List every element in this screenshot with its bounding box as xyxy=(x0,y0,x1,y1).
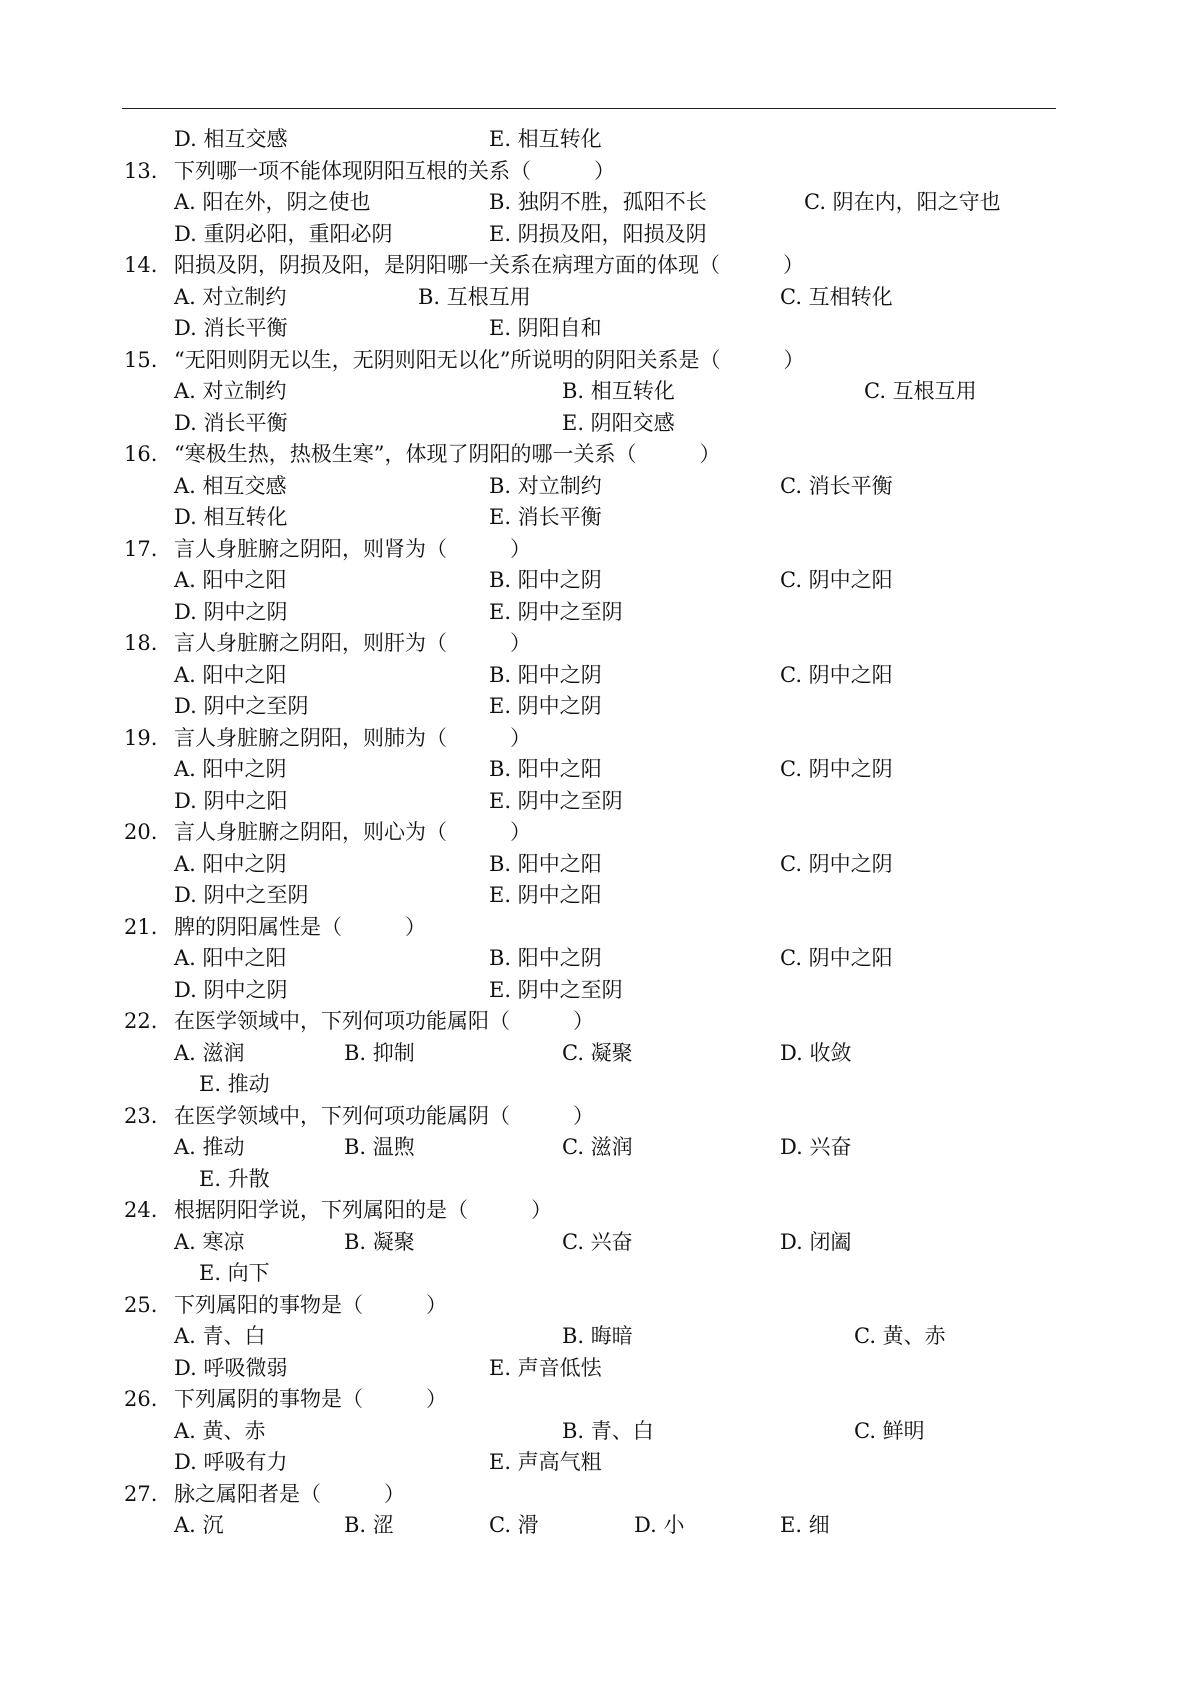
question-row xyxy=(124,628,1064,660)
answer-option: B. 阳中之阴 xyxy=(489,946,602,970)
answer-option: D. 阴中之阴 xyxy=(174,599,288,624)
answer-option: A. 相互交感 xyxy=(174,473,287,498)
answer-option: A. 推动 xyxy=(174,1135,245,1159)
question-row xyxy=(124,912,1064,944)
answer-option: D. 消长平衡 xyxy=(174,410,288,435)
answer-option: A. 对立制约 xyxy=(174,379,287,403)
answer-option: A. 青、白 xyxy=(174,1324,266,1348)
option-row xyxy=(124,1321,1064,1353)
answer-option: A. 寒凉 xyxy=(174,1229,245,1254)
answer-option: D. 呼吸微弱 xyxy=(174,1355,288,1380)
question-number: 21. xyxy=(124,914,158,939)
question-text: 言人身脏腑之阴阳，则心为（ ） xyxy=(174,820,531,844)
answer-option: D. 呼吸有力 xyxy=(174,1450,288,1474)
option-row xyxy=(124,408,1064,440)
question-row xyxy=(124,345,1064,377)
question-number: 18. xyxy=(124,631,158,655)
question-number: 27. xyxy=(124,1481,158,1506)
answer-option: C. 互相转化 xyxy=(780,284,893,309)
question-number: 19. xyxy=(124,725,158,750)
question-row xyxy=(124,250,1064,282)
answer-option: C. 滋润 xyxy=(562,1135,633,1159)
question-text: 脾的阴阳属性是（ ） xyxy=(174,914,426,939)
option-row xyxy=(124,1132,1064,1164)
option-row xyxy=(124,502,1064,534)
answer-option: E. 阴阳自和 xyxy=(489,316,602,340)
option-row xyxy=(124,1227,1064,1259)
answer-option: A. 沉 xyxy=(174,1513,224,1537)
question-row xyxy=(124,439,1064,471)
option-row xyxy=(124,219,1064,251)
answer-option: A. 阳中之阴 xyxy=(174,757,287,781)
answer-option: B. 涩 xyxy=(344,1513,394,1537)
option-row xyxy=(124,313,1064,345)
question-text: 脉之属阳者是（ ） xyxy=(174,1481,405,1506)
question-text: 根据阴阳学说，下列属阳的是（ ） xyxy=(174,1198,552,1222)
option-row xyxy=(124,1510,1064,1542)
answer-option: B. 凝聚 xyxy=(344,1229,415,1254)
answer-option: E. 阴中之至阴 xyxy=(489,599,623,624)
answer-option: C. 滑 xyxy=(489,1513,539,1537)
option-row xyxy=(124,849,1064,881)
answer-option: B. 阳中之阴 xyxy=(489,568,602,592)
answer-option: D. 收敛 xyxy=(780,1040,852,1065)
answer-option: B. 阳中之阳 xyxy=(489,757,602,781)
option-row xyxy=(124,1258,1064,1290)
question-text: 下列哪一项不能体现阴阳互根的关系（ ） xyxy=(174,158,615,183)
answer-option: E. 细 xyxy=(780,1513,830,1537)
question-number: 26. xyxy=(124,1387,158,1411)
answer-option: E. 相互转化 xyxy=(489,127,602,151)
question-number: 24. xyxy=(124,1198,158,1222)
answer-option: B. 阳中之阴 xyxy=(489,662,602,687)
question-row xyxy=(124,1384,1064,1416)
question-number: 25. xyxy=(124,1292,158,1317)
question-number: 20. xyxy=(124,820,158,844)
question-text: 言人身脏腑之阴阳，则肝为（ ） xyxy=(174,631,531,655)
answer-option: C. 阴中之阴 xyxy=(780,757,893,781)
answer-option: B. 抑制 xyxy=(344,1040,415,1065)
question-number: 16. xyxy=(124,442,158,466)
answer-option: E. 升散 xyxy=(199,1166,270,1191)
question-row xyxy=(124,1479,1064,1511)
question-text: 言人身脏腑之阴阳，则肾为（ ） xyxy=(174,536,531,561)
option-row xyxy=(124,1164,1064,1196)
answer-option: C. 阴中之阳 xyxy=(780,568,893,592)
question-row xyxy=(124,1006,1064,1038)
answer-option: A. 阳在外，阴之使也 xyxy=(174,190,371,214)
answer-option: D. 阴中之阳 xyxy=(174,788,288,813)
option-row xyxy=(124,1447,1064,1479)
answer-option: E. 阴中之阳 xyxy=(489,883,602,907)
option-row xyxy=(124,975,1064,1007)
question-row xyxy=(124,1101,1064,1133)
answer-option: C. 兴奋 xyxy=(562,1229,633,1254)
answer-option: E. 阴阳交感 xyxy=(562,410,675,435)
answer-option: E. 推动 xyxy=(199,1072,270,1096)
answer-option: B. 阳中之阳 xyxy=(489,851,602,876)
answer-option: B. 青、白 xyxy=(562,1418,654,1443)
answer-option: E. 阴中之至阴 xyxy=(489,788,623,813)
answer-option: C. 互根互用 xyxy=(864,379,977,403)
answer-option: C. 阴中之阳 xyxy=(780,662,893,687)
answer-option: C. 鲜明 xyxy=(854,1418,925,1443)
answer-option: C. 阴中之阴 xyxy=(780,851,893,876)
option-row xyxy=(124,1416,1064,1448)
answer-option: D. 兴奋 xyxy=(780,1135,852,1159)
option-row xyxy=(124,376,1064,408)
answer-option: D. 阴中之至阴 xyxy=(174,694,309,718)
question-text: 下列属阴的事物是（ ） xyxy=(174,1387,447,1411)
answer-option: C. 阴中之阳 xyxy=(780,946,893,970)
answer-option: E. 消长平衡 xyxy=(489,505,602,529)
answer-option: D. 相互交感 xyxy=(174,127,288,151)
answer-option: D. 阴中之至阴 xyxy=(174,883,309,907)
answer-option: D. 闭阖 xyxy=(780,1229,852,1254)
question-number: 23. xyxy=(124,1103,158,1128)
question-row xyxy=(124,1195,1064,1227)
answer-option: E. 声高气粗 xyxy=(489,1450,602,1474)
question-number: 22. xyxy=(124,1009,158,1033)
option-row xyxy=(124,124,1064,156)
option-row xyxy=(124,754,1064,786)
option-row xyxy=(124,565,1064,597)
header-rule xyxy=(122,108,1056,109)
option-row xyxy=(124,1069,1064,1101)
answer-option: D. 阴中之阴 xyxy=(174,977,288,1002)
answer-option: B. 晦暗 xyxy=(562,1324,633,1348)
answer-option: C. 阴在内，阳之守也 xyxy=(804,190,1001,214)
question-text: 阳损及阴，阴损及阳，是阴阳哪一关系在病理方面的体现（ ） xyxy=(174,253,804,277)
answer-option: A. 阳中之阳 xyxy=(174,946,287,970)
question-text: “寒极生热，热极生寒”，体现了阴阳的哪一关系（ ） xyxy=(174,442,721,466)
option-row xyxy=(124,943,1064,975)
option-row xyxy=(124,282,1064,314)
question-number: 13. xyxy=(124,158,158,183)
answer-option: A. 阳中之阴 xyxy=(174,851,287,876)
answer-option: A. 阳中之阳 xyxy=(174,568,287,592)
answer-option: B. 独阴不胜，孤阳不长 xyxy=(489,190,707,214)
answer-option: B. 互根互用 xyxy=(418,284,531,309)
answer-option: C. 黄、赤 xyxy=(854,1324,946,1348)
option-row xyxy=(124,597,1064,629)
answer-option: D. 消长平衡 xyxy=(174,316,288,340)
option-row xyxy=(124,660,1064,692)
question-row xyxy=(124,1290,1064,1322)
answer-option: B. 相互转化 xyxy=(562,379,675,403)
question-row xyxy=(124,817,1064,849)
option-row xyxy=(124,880,1064,912)
question-text: 言人身脏腑之阴阳，则肺为（ ） xyxy=(174,725,531,750)
question-text: 在医学领域中，下列何项功能属阴（ ） xyxy=(174,1103,594,1128)
answer-option: B. 对立制约 xyxy=(489,473,602,498)
question-row xyxy=(124,723,1064,755)
option-row xyxy=(124,1353,1064,1385)
answer-option: D. 相互转化 xyxy=(174,505,288,529)
option-row xyxy=(124,691,1064,723)
answer-option: A. 阳中之阳 xyxy=(174,662,287,687)
option-row xyxy=(124,786,1064,818)
question-text: “无阳则阴无以生，无阴则阳无以化”所说明的阴阳关系是（ ） xyxy=(174,347,805,372)
answer-option: B. 温煦 xyxy=(344,1135,415,1159)
question-number: 17. xyxy=(124,536,158,561)
question-row xyxy=(124,156,1064,188)
answer-option: D. 小 xyxy=(634,1513,685,1537)
answer-option: E. 阴损及阳，阳损及阴 xyxy=(489,221,707,246)
answer-option: C. 消长平衡 xyxy=(780,473,893,498)
option-row xyxy=(124,471,1064,503)
question-text: 下列属阳的事物是（ ） xyxy=(174,1292,447,1317)
question-number: 14. xyxy=(124,253,158,277)
answer-option: E. 声音低怯 xyxy=(489,1355,602,1380)
question-text: 在医学领域中，下列何项功能属阳（ ） xyxy=(174,1009,594,1033)
question-number: 15. xyxy=(124,347,158,372)
answer-option: A. 对立制约 xyxy=(174,284,287,309)
answer-option: E. 阴中之至阴 xyxy=(489,977,623,1002)
answer-option: E. 向下 xyxy=(199,1261,270,1285)
answer-option: D. 重阴必阳，重阳必阴 xyxy=(174,221,393,246)
option-row xyxy=(124,1038,1064,1070)
question-row xyxy=(124,534,1064,566)
question-list xyxy=(124,124,1064,1542)
answer-option: C. 凝聚 xyxy=(562,1040,633,1065)
answer-option: E. 阴中之阴 xyxy=(489,694,602,718)
answer-option: A. 黄、赤 xyxy=(174,1418,266,1443)
answer-option: A. 滋润 xyxy=(174,1040,245,1065)
option-row xyxy=(124,187,1064,219)
